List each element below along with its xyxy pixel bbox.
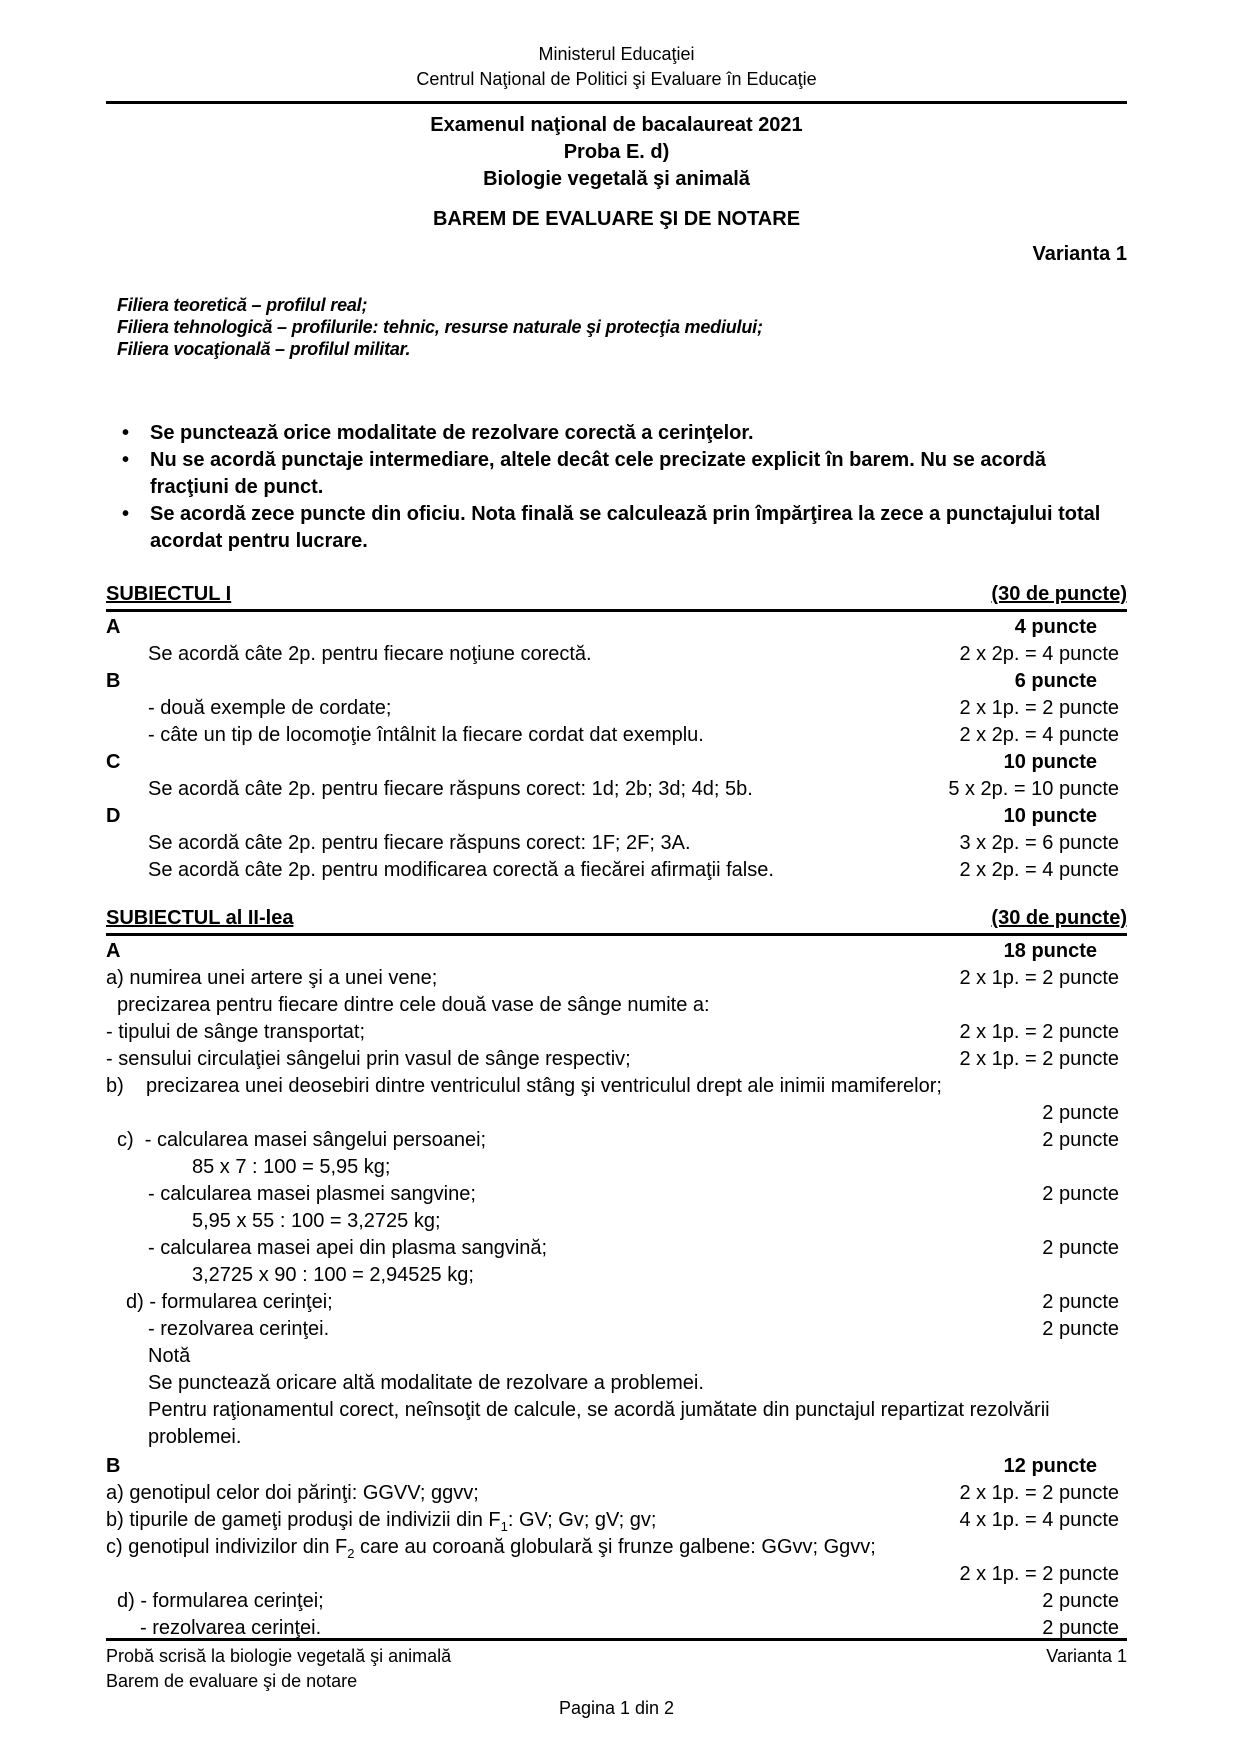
rubric-item-text: - două exemple de cordate;: [148, 697, 392, 719]
rubric-item-text: c) - calcularea masei sângelui persoanei;: [117, 1129, 487, 1151]
rubric-item-text: b) precizarea unei deosebiri dintre ventriculul stâng şi ventriculul drept ale inimii mamiferelor;: [106, 1075, 942, 1097]
rubric-row: [106, 1100, 1127, 1127]
rubric-points: 2 puncte: [1042, 1617, 1119, 1639]
rubric-row: [106, 776, 1127, 803]
bullet-icon: •: [122, 503, 130, 525]
rubric-item-text: A: [106, 940, 121, 962]
rubric-points: 2 x 1p. = 2 puncte: [959, 1048, 1119, 1070]
rubric-item-text: a) numirea unei artere şi a unei vene;: [106, 967, 438, 989]
ministry-line: Ministerul Educaţiei: [538, 44, 695, 64]
rubric-item-text: - rezolvarea cerinţei.: [140, 1617, 322, 1639]
ministry-header: [106, 42, 1127, 92]
rubric-points: 2 puncte: [1042, 1183, 1119, 1205]
rubric-row: [106, 965, 1127, 992]
rubric-points: 12 puncte: [1003, 1455, 1097, 1477]
instruction-text: Nu se acordă punctaje intermediare, altele decât cele precizate explicit în barem. Nu se acordă fracţiuni de punct.: [150, 449, 1046, 498]
rubric-row: [106, 1480, 1127, 1507]
rubric-item-text: c) genotipul indivizilor din $F_2$ care au coroană globulară şi frunze galbene: GGvv; Ggvv;: [106, 1536, 876, 1561]
rubric-item-text: A: [106, 616, 121, 638]
rubric-points: 6 puncte: [1014, 670, 1097, 692]
rubric-row: [106, 803, 1127, 830]
filiera-block: [106, 294, 1127, 360]
rubric-row: [106, 992, 1127, 1019]
rubric-points: 2 puncte: [1042, 1291, 1119, 1313]
rubric-item-text: - câte un tip de locomoţie întâlnit la fiecare cordat dat exemplu.: [148, 724, 704, 746]
rubric-row: [106, 1534, 1127, 1561]
subject-line: Biologie vegetală şi animală: [483, 168, 750, 190]
rubric-row: [106, 830, 1127, 857]
rubric-points: 2 x 1p. = 2 puncte: [959, 1482, 1119, 1504]
barem-title: BAREM DE EVALUARE ŞI DE NOTARE: [432, 208, 801, 230]
rubric-row: [106, 1046, 1127, 1073]
rubric-item-text: - sensului circulaţiei sângelui prin vasul de sânge respectiv;: [106, 1048, 631, 1070]
rubric-points: 2 puncte: [1042, 1318, 1119, 1340]
center-line: Centrul Naţional de Politici şi Evaluare în Educaţie: [416, 69, 817, 89]
section-1-header: [106, 581, 1127, 612]
section-2b-rows: [106, 1453, 1127, 1642]
rubric-points: 4 puncte: [1014, 616, 1097, 638]
bullet-icon: •: [122, 449, 130, 471]
rubric-points: 2 puncte: [1042, 1237, 1119, 1259]
rubric-points: 2 x 1p. = 2 puncte: [959, 1563, 1119, 1585]
section-2-header: [106, 905, 1127, 936]
instructions-list: [106, 420, 1127, 555]
filiera-line: Filiera tehnologică – profilurile: tehnic, resurse naturale şi protecţia mediului;: [117, 317, 763, 337]
rubric-points: 2 puncte: [1042, 1590, 1119, 1612]
rubric-item-text: 3,2725 x 90 : 100 = 2,94525 kg;: [192, 1264, 474, 1286]
footer-rule: [106, 1638, 1127, 1641]
rubric-row: [106, 1262, 1127, 1289]
instruction-item: [106, 501, 1127, 555]
rubric-item-text: Se acordă câte 2p. pentru fiecare noţiune corectă.: [148, 643, 592, 665]
section-2-points: (30 de puncte): [991, 907, 1127, 929]
rubric-row: [106, 1561, 1127, 1588]
instruction-item: [106, 420, 1127, 447]
rubric-item-text: Se punctează oricare altă modalitate de rezolvare a problemei.: [148, 1372, 704, 1394]
rubric-item-text: - rezolvarea cerinţei.: [148, 1318, 330, 1340]
section-2a-rows: [106, 938, 1127, 1451]
section-1-rows: [106, 614, 1127, 884]
rubric-row: [106, 938, 1127, 965]
rubric-row: [106, 1073, 1127, 1100]
rubric-row: [106, 1154, 1127, 1181]
rubric-item-text: Se acordă câte 2p. pentru modificarea corectă a fiecărei afirmaţii false.: [148, 859, 774, 881]
rubric-item-text: - calcularea masei plasmei sangvine;: [148, 1183, 476, 1205]
exam-title-block: [106, 112, 1127, 193]
section-1-points: (30 de puncte): [991, 583, 1127, 605]
rubric-points: 2 x 1p. = 2 puncte: [959, 697, 1119, 719]
rubric-item-text: B: [106, 1455, 121, 1477]
rubric-points: 2 x 1p. = 2 puncte: [959, 1021, 1119, 1043]
rubric-row: [106, 1289, 1127, 1316]
header-rule: [106, 101, 1127, 104]
rubric-item-text: C: [106, 751, 121, 773]
page-number: Pagina 1 din 2: [558, 1698, 675, 1718]
rubric-points: 2 x 2p. = 4 puncte: [959, 859, 1119, 881]
rubric-row: [106, 641, 1127, 668]
rubric-item-text: a) genotipul celor doi părinţi: GGVV; ggvv;: [106, 1482, 479, 1504]
rubric-row: [106, 1208, 1127, 1235]
rubric-item-text: 5,95 x 55 : 100 = 3,2725 kg;: [192, 1210, 441, 1232]
rubric-row: [106, 1343, 1127, 1370]
rubric-row: [106, 1127, 1127, 1154]
instruction-text: Se punctează orice modalitate de rezolvare corectă a cerinţelor.: [150, 422, 754, 444]
bullet-icon: •: [122, 422, 130, 444]
subscript: 2: [347, 1546, 355, 1561]
rubric-points: 5 x 2p. = 10 puncte: [948, 778, 1119, 800]
footer-left-1: Probă scrisă la biologie vegetală şi animală: [106, 1646, 452, 1666]
rubric-points: 10 puncte: [1003, 805, 1097, 827]
rubric-item-text: Se acordă câte 2p. pentru fiecare răspuns corect: 1F; 2F; 3A.: [148, 832, 691, 854]
rubric-row: [106, 1019, 1127, 1046]
rubric-item-text: Pentru raţionamentul corect, neînsoţit de calcule, se acordă jumătate din punctajul repartizat rezolvării problemei.: [148, 1399, 1050, 1448]
rubric-row: [106, 695, 1127, 722]
section-1-title: SUBIECTUL I: [106, 583, 232, 605]
rubric-item-text: b) tipurile de gameţi produşi de indivizii din $F_1$: GV; Gv; gV; gv;: [106, 1509, 657, 1534]
exam-title: Examenul naţional de bacalaureat 2021: [430, 114, 803, 136]
rubric-points: 4 x 1p. = 4 puncte: [959, 1509, 1119, 1531]
subscript: 1: [500, 1519, 508, 1534]
rubric-row: [106, 1397, 1127, 1451]
rubric-item-text: B: [106, 670, 121, 692]
rubric-points: 2 x 1p. = 2 puncte: [959, 967, 1119, 989]
section-2-title: SUBIECTUL al II-lea: [106, 907, 294, 929]
rubric-row: [106, 1235, 1127, 1262]
rubric-points: 2 x 2p. = 4 puncte: [959, 724, 1119, 746]
instruction-text: Se acordă zece puncte din oficiu. Nota finală se calculează prin împărţirea la zece a punctajului total acordat pentru lucrare.: [150, 503, 1101, 552]
rubric-item-text: - calcularea masei apei din plasma sangvină;: [148, 1237, 548, 1259]
footer-variant: Varianta 1: [1046, 1646, 1127, 1666]
rubric-item-text: Se acordă câte 2p. pentru fiecare răspuns corect: 1d; 2b; 3d; 4d; 5b.: [148, 778, 753, 800]
rubric-row: [106, 1588, 1127, 1615]
footer-left-2: Barem de evaluare şi de notare: [106, 1671, 358, 1691]
rubric-points: 2 puncte: [1042, 1129, 1119, 1151]
rubric-row: [106, 1370, 1127, 1397]
rubric-item-text: precizarea pentru fiecare dintre cele două vase de sânge numite a:: [117, 994, 710, 1016]
variant-label: Varianta 1: [1032, 243, 1127, 265]
filiera-line: Filiera teoretică – profilul real;: [117, 295, 368, 315]
proba-line: Proba E. d): [563, 141, 670, 163]
rubric-points: 3 x 2p. = 6 puncte: [959, 832, 1119, 854]
rubric-row: [106, 1507, 1127, 1534]
rubric-row: [106, 749, 1127, 776]
rubric-points: 2 x 2p. = 4 puncte: [959, 643, 1119, 665]
rubric-item-text: Notă: [148, 1345, 191, 1367]
rubric-row: [106, 1181, 1127, 1208]
rubric-item-text: D: [106, 805, 121, 827]
page-footer: [106, 1638, 1127, 1721]
rubric-item-text: - tipului de sânge transportat;: [106, 1021, 366, 1043]
rubric-item-text: d) - formularea cerinţei;: [117, 1590, 324, 1612]
rubric-row: [106, 1453, 1127, 1480]
rubric-row: [106, 668, 1127, 695]
rubric-row: [106, 614, 1127, 641]
rubric-item-text: 85 x 7 : 100 = 5,95 kg;: [192, 1156, 391, 1178]
rubric-row: [106, 857, 1127, 884]
instruction-item: [106, 447, 1127, 501]
rubric-points: 18 puncte: [1003, 940, 1097, 962]
filiera-line: Filiera vocaţională – profilul militar.: [117, 339, 411, 359]
rubric-points: 2 puncte: [1042, 1102, 1119, 1124]
rubric-item-text: d) - formularea cerinţei;: [126, 1291, 333, 1313]
footer-row: [106, 1644, 1127, 1669]
rubric-points: 10 puncte: [1003, 751, 1097, 773]
rubric-row: [106, 722, 1127, 749]
document-content: [106, 42, 1127, 1642]
rubric-row: [106, 1316, 1127, 1343]
